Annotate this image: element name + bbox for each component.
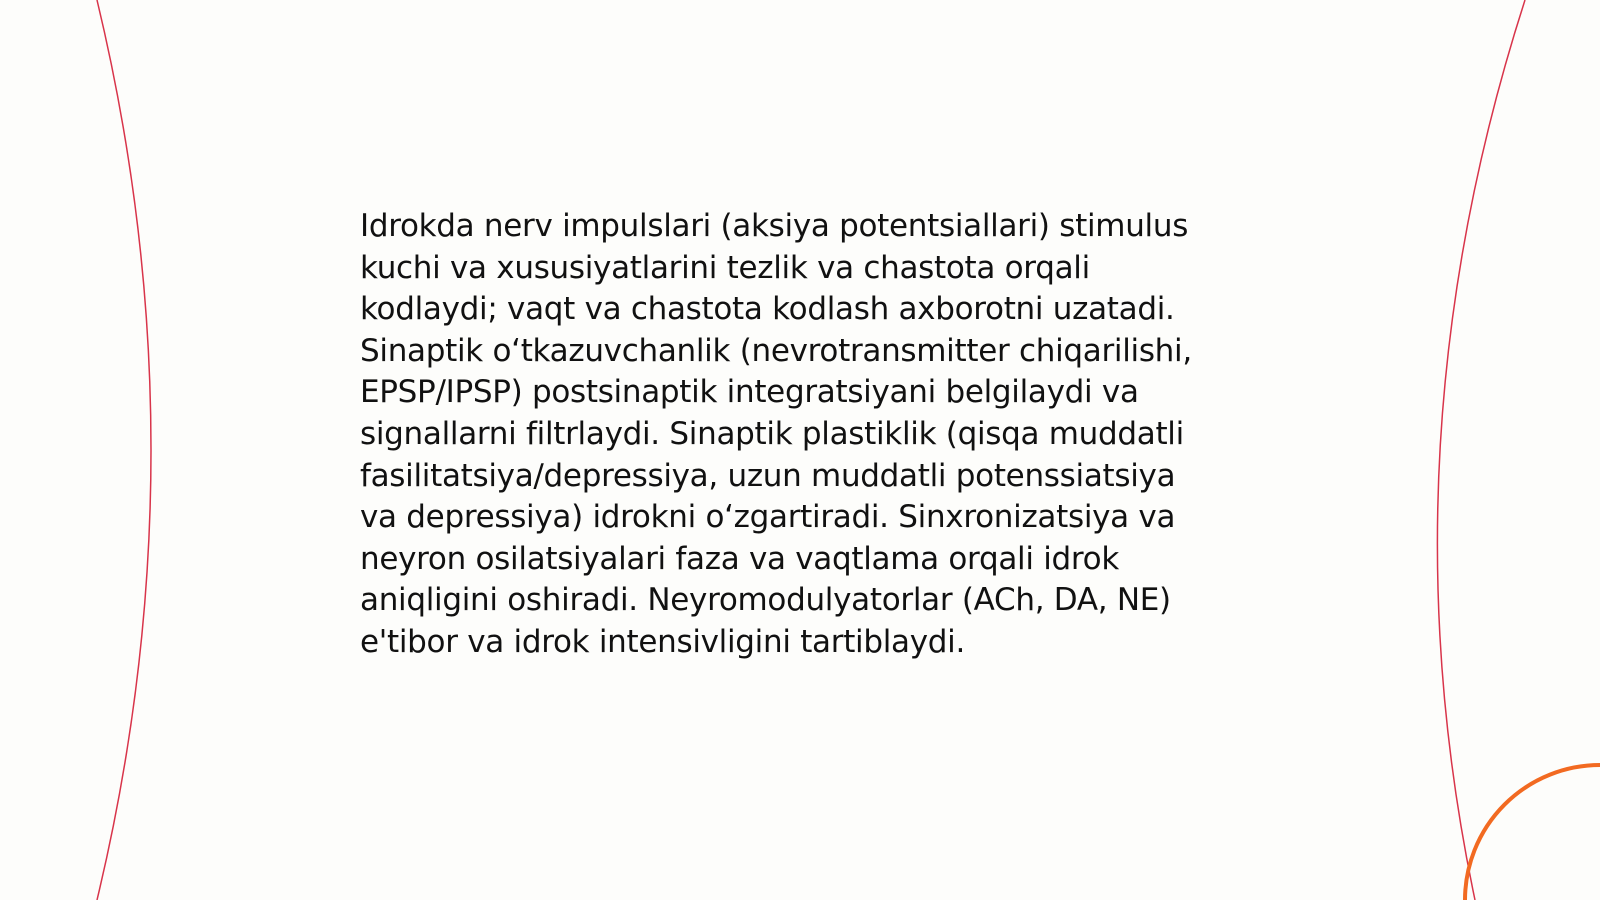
right-curve-line — [1437, 0, 1525, 900]
orange-accent-arc — [1465, 765, 1600, 900]
body-line: e'tibor va idrok intensivligini tartiblaydi. — [360, 623, 966, 660]
body-line: EPSP/IPSP) postsinaptik integratsiyani belgilaydi va — [360, 374, 1139, 411]
body-line: kuchi va xususiyatlarini tezlik va chastota orqali — [360, 249, 1090, 286]
body-line: kodlaydi; vaqt va chastota kodlash axborotni uzatadi. — [360, 291, 1175, 328]
body-line: neyron osilatsiyalari faza va vaqtlama orqali idrok — [360, 540, 1119, 577]
left-curve-line — [97, 0, 151, 900]
slide-body-text — [360, 206, 1260, 664]
body-line: signallarni filtrlaydi. Sinaptik plastiklik (qisqa muddatli — [360, 415, 1184, 452]
body-line: Sinaptik oʻtkazuvchanlik (nevrotransmitter chiqarilishi, — [360, 332, 1192, 369]
body-line: fasilitatsiya/depressiya, uzun muddatli potenssiatsiya — [360, 457, 1176, 494]
body-line: aniqligini oshiradi. Neyromodulyatorlar (ACh, DA, NE) — [360, 582, 1171, 619]
body-line: va depressiya) idrokni oʻzgartiradi. Sinxronizatsiya va — [360, 499, 1176, 536]
body-line: Idrokda nerv impulslari (aksiya potentsiallari) stimulus — [360, 208, 1189, 244]
